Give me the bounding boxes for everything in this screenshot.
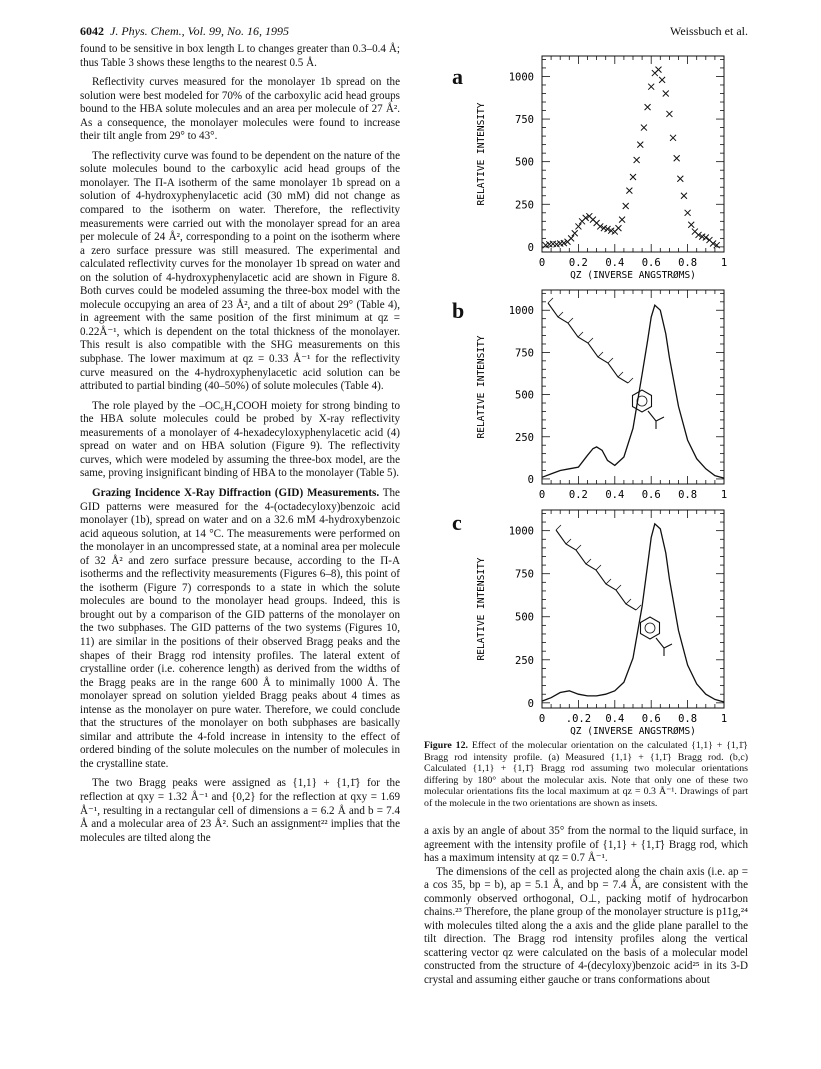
plot-frame-b	[542, 290, 724, 484]
molecule-bond	[606, 579, 611, 584]
right-column	[424, 825, 748, 988]
plot-frame-c	[542, 510, 724, 708]
x-tick-label: 0.4	[605, 713, 625, 725]
data-point	[568, 235, 574, 241]
y-axis-label: RELATIVE INTENSITY	[476, 102, 487, 206]
data-point	[659, 77, 665, 83]
plot-frame-a	[542, 56, 724, 252]
x-tick-label: .0.2	[565, 713, 592, 725]
series-line	[542, 524, 724, 702]
data-point	[623, 203, 629, 209]
series-line	[542, 305, 724, 478]
y-tick-label: 250	[515, 431, 534, 444]
y-tick-label: 1000	[508, 525, 534, 538]
x-tick-label: 0.6	[641, 489, 661, 501]
molecule-bond	[626, 599, 631, 604]
x-tick-label: 0	[538, 489, 546, 501]
y-axis-label: RELATIVE INTENSITY	[476, 335, 487, 439]
y-tick-label: 1000	[508, 305, 534, 318]
benzene-ring-b	[633, 390, 652, 412]
x-tick-label: 0.4	[605, 489, 625, 501]
molecule-bond	[636, 605, 641, 610]
x-tick-label: 0.8	[678, 257, 698, 269]
data-point	[666, 111, 672, 117]
x-tick-label: 0.4	[605, 257, 625, 269]
y-tick-label: 750	[515, 347, 534, 360]
y-tick-label: 500	[515, 611, 534, 624]
carboxyl-group-b	[648, 411, 664, 429]
molecule-bond	[618, 372, 623, 377]
x-tick-label: 0	[538, 257, 546, 269]
y-tick-label: 250	[515, 199, 534, 212]
molecule-bond	[588, 338, 593, 343]
paragraph: The dimensions of the cell as projected along the chain axis (i.e. ap = a cos 35, bp = b), ap = 5.1 Å, and bp = 7.4 Å, are consistent with the commonly observed orthogonal, O⊥, packing motif of hydrocarbon chains.²³ Therefore, the plane group of the monolayer structure is p11g,²⁴ with molecules tilted along the a axis and the glide plane parallel to the tilt direction. The Bragg rod intensity profiles along the vertical scattering vector qz were calculated on the basis of a molecular model constructed from the structure of 4-(decyloxy)benzoic acid²⁵ in its 3-D crystal and assuming either gauche or trans conformations about	[424, 865, 748, 987]
y-tick-label: 0	[527, 473, 534, 486]
benzene-inner-b	[637, 396, 647, 406]
x-tick-label: 0.6	[641, 713, 661, 725]
data-point	[626, 188, 632, 194]
molecule-bond	[586, 559, 591, 564]
paragraph: a axis by an angle of about 35° from the normal to the liquid surface, in agreement with the intensity profile of {1,1} + {1,1̄} Bragg rod, which has a maximum intensity at qz = 0.7 Å⁻¹.	[424, 825, 748, 865]
molecule-bond	[578, 332, 583, 337]
x-tick-label: 0.2	[568, 489, 588, 501]
y-tick-label: 0	[527, 241, 534, 254]
y-tick-label: 500	[515, 389, 534, 402]
paragraph-gid: Grazing Incidence X-Ray Diffraction (GID) Measurements. The GID patterns were measured for the 4-(octadecyloxy)benzoic acid monolayer (1b), spread on water and on a 32.6 mM 4-hydroxybenzoic acid aqueous solution, at 14 °C. The measurements were performed on the monolayer in an uncompressed state, at a nominal area per molecule of 32 Å² and zero surface pressure because, according to the Π-A isotherms and the reflectivity measurements (Figures 6–8), this point of the isotherm (Figure 7) corresponds to a state in which the solute molecules are bound to the monolayer head groups. Indeed, this is brought out by a comparison of the GID patterns of the monolayer on the two subphases. The GID patterns of the two systems (Figures 10, 11) are similar in the positions of their observed Bragg peaks and the shapes of their Bragg rod intensity profiles. The lateral extent of crystalline order (i.e. coherence length) as derived from the widths of the Bragg peaks are in the range 600 Å to minimally 1000 Å. The monolayer spread on solution yielded Bragg peaks about 4 times as intense as the monolayer on pure water. Therefore, we could conclude that the structures of the monolayer on both subphases are basically similar and attribute the 4-fold increase in intensity to the effect of ordered binding of the solute molecules on the number of molecules in the crystalline state.	[80, 486, 400, 770]
data-point	[685, 210, 691, 216]
data-point	[645, 104, 651, 110]
x-tick-label: 0.2	[568, 257, 588, 269]
caption-label: Figure 12.	[424, 740, 468, 751]
section-heading: Grazing Incidence X-Ray Diffraction (GID) Measurements.	[92, 486, 380, 499]
paragraph: The reflectivity curve was found to be dependent on the nature of the solute molecules bound to the carboxylic acid head groups of the monolayer. The Π-A isotherm of the same monolayer 1b spread on a solution of 4-hydroxyphenylacetic acid (30 mM) did not change as compared to the isotherm on water. Therefore, the reflectivity measurements were carried out with the monolayer spread for an area per molecule of 24 Å², corresponding to a point on the isotherm where a zero surface pressure was still measured. The experimental and calculated reflectivity curves for the monolayer 1b spread on water and on the solution of 4-hydroxyphenylacetic acid are shown in Figure 8. Both curves could be modeled assuming the three-box model with the molecule occupying an area of 23 Å², and a tilt of about 29° (Table 4), in agreement with the same position of the first minimum at qz = 0.22Å⁻¹, which is dependent on the total thickness of the monolayer. This result is also compatible with the SHG measurements on this subphase. The lower maximum at qz = 0.33 Å⁻¹ for the reflectivity curve measured on the 4-hydroxyphenylacetic acid solution can be attributed to partial binding (40–50%) of solute molecules (Table 4).	[80, 149, 400, 393]
y-tick-label: 750	[515, 114, 534, 127]
x-axis-label: QZ (INVERSE ANGSTRØMS)	[570, 270, 696, 281]
data-point	[677, 176, 683, 182]
molecule-bond	[576, 545, 581, 550]
data-point	[630, 174, 636, 180]
molecule-bond	[558, 312, 563, 317]
molecule-bond	[596, 565, 601, 570]
paragraph: The two Bragg peaks were assigned as {1,1} + {1,1̄} for the reflection at qxy = 1.32 Å⁻¹ and {0,2} for the reflection at qxy = 1.69 Å⁻¹, resulting in a rectangular cell of dimensions a = 6.2 Å and b = 7.4 Å and a molecular area of 23 Å². Such an assignment²² implies that the molecules are tilted along the	[80, 777, 400, 844]
data-point	[641, 125, 647, 131]
data-point	[572, 230, 578, 236]
x-tick-label: 1	[720, 713, 728, 725]
data-point	[619, 217, 625, 223]
molecule-bond	[608, 358, 613, 363]
y-tick-label: 250	[515, 654, 534, 667]
data-point	[637, 142, 643, 148]
benzene-inner-c	[645, 623, 655, 633]
molecule-bond	[556, 525, 561, 530]
data-point	[634, 157, 640, 163]
panel-letter-b: b	[452, 298, 465, 323]
data-point	[575, 223, 581, 229]
x-tick-label: 1	[720, 489, 728, 501]
figure-caption	[424, 740, 748, 810]
panel-letter-a: a	[452, 64, 463, 89]
data-point	[681, 193, 687, 199]
y-axis-label: RELATIVE INTENSITY	[476, 557, 487, 661]
molecule-bond	[548, 298, 553, 303]
molecule-bond	[568, 318, 573, 323]
x-tick-label: 0	[538, 713, 546, 725]
x-axis-label: QZ (INVERSE ANGSTRØMS)	[570, 726, 696, 737]
data-point	[663, 90, 669, 96]
page-number: 6042	[80, 24, 104, 38]
y-tick-label: 500	[515, 156, 534, 169]
caption-text: Effect of the molecular orientation on the calculated {1,1} + {1,1̄} Bragg rod intensity profile. (a) Measured {1,1} + {1,1̄} Bragg rod. (b,c) Calculated {1,1} + {1,1̄} Bragg rod assuming two molecular orientations differing by 180° about the molecular axis. Note that only one of these two molecular orientations fits the local maximum at qz = 0.3 Å⁻¹. Drawings of part of the molecule in the two orientations are shown as insets.	[424, 740, 749, 809]
journal-citation: J. Phys. Chem., Vol. 99, No. 16, 1995	[110, 24, 289, 38]
data-point	[655, 67, 661, 73]
molecule-bond	[628, 378, 633, 383]
x-tick-label: 0.6	[641, 257, 661, 269]
paragraph: The role played by the –OC₆H₄COOH moiety for strong binding to the HBA solute molecules could be probed by X-ray reflectivity measurements of a monolayer of 4-hexadecyloxyphenylacetic acid (4) spread on water and on HBA solution (Figure 9). The reflectivity curves, which were modeled by assuming the three-box model, are the same, proving insignificant binding of HBA to the monolayer (Table 5).	[80, 399, 400, 480]
paragraph: Reflectivity curves measured for the monolayer 1b spread on the solution were best modeled for 70% of the carboxylic acid head groups bound to the HBA solute molecules and an area per molecule of 27 Å². As a consequence, the monolayer molecules were found to increase their tilt angle from 29° to 43°.	[80, 76, 400, 143]
x-tick-label: 1	[720, 257, 728, 269]
panel-letter-c: c	[452, 510, 462, 535]
paragraph: found to be sensitive in box length L to changes greater than 0.3–0.4 Å; thus Table 3 shows these lengths to the nearest 0.5 Å.	[80, 43, 400, 69]
data-point	[688, 222, 694, 228]
molecule-bond	[616, 585, 621, 590]
y-tick-label: 750	[515, 568, 534, 581]
data-point	[674, 155, 680, 161]
y-tick-label: 1000	[508, 71, 534, 84]
data-point	[670, 135, 676, 141]
molecule-bond	[598, 352, 603, 357]
y-tick-label: 0	[527, 697, 534, 710]
data-point	[615, 225, 621, 231]
benzene-ring-c	[641, 617, 660, 639]
x-tick-label: 0.8	[678, 489, 698, 501]
carboxyl-group-c	[656, 638, 672, 656]
molecule-bond	[566, 539, 571, 544]
header-authors: Weissbuch et al.	[669, 24, 748, 38]
data-point	[648, 84, 654, 90]
x-tick-label: 0.8	[678, 713, 698, 725]
